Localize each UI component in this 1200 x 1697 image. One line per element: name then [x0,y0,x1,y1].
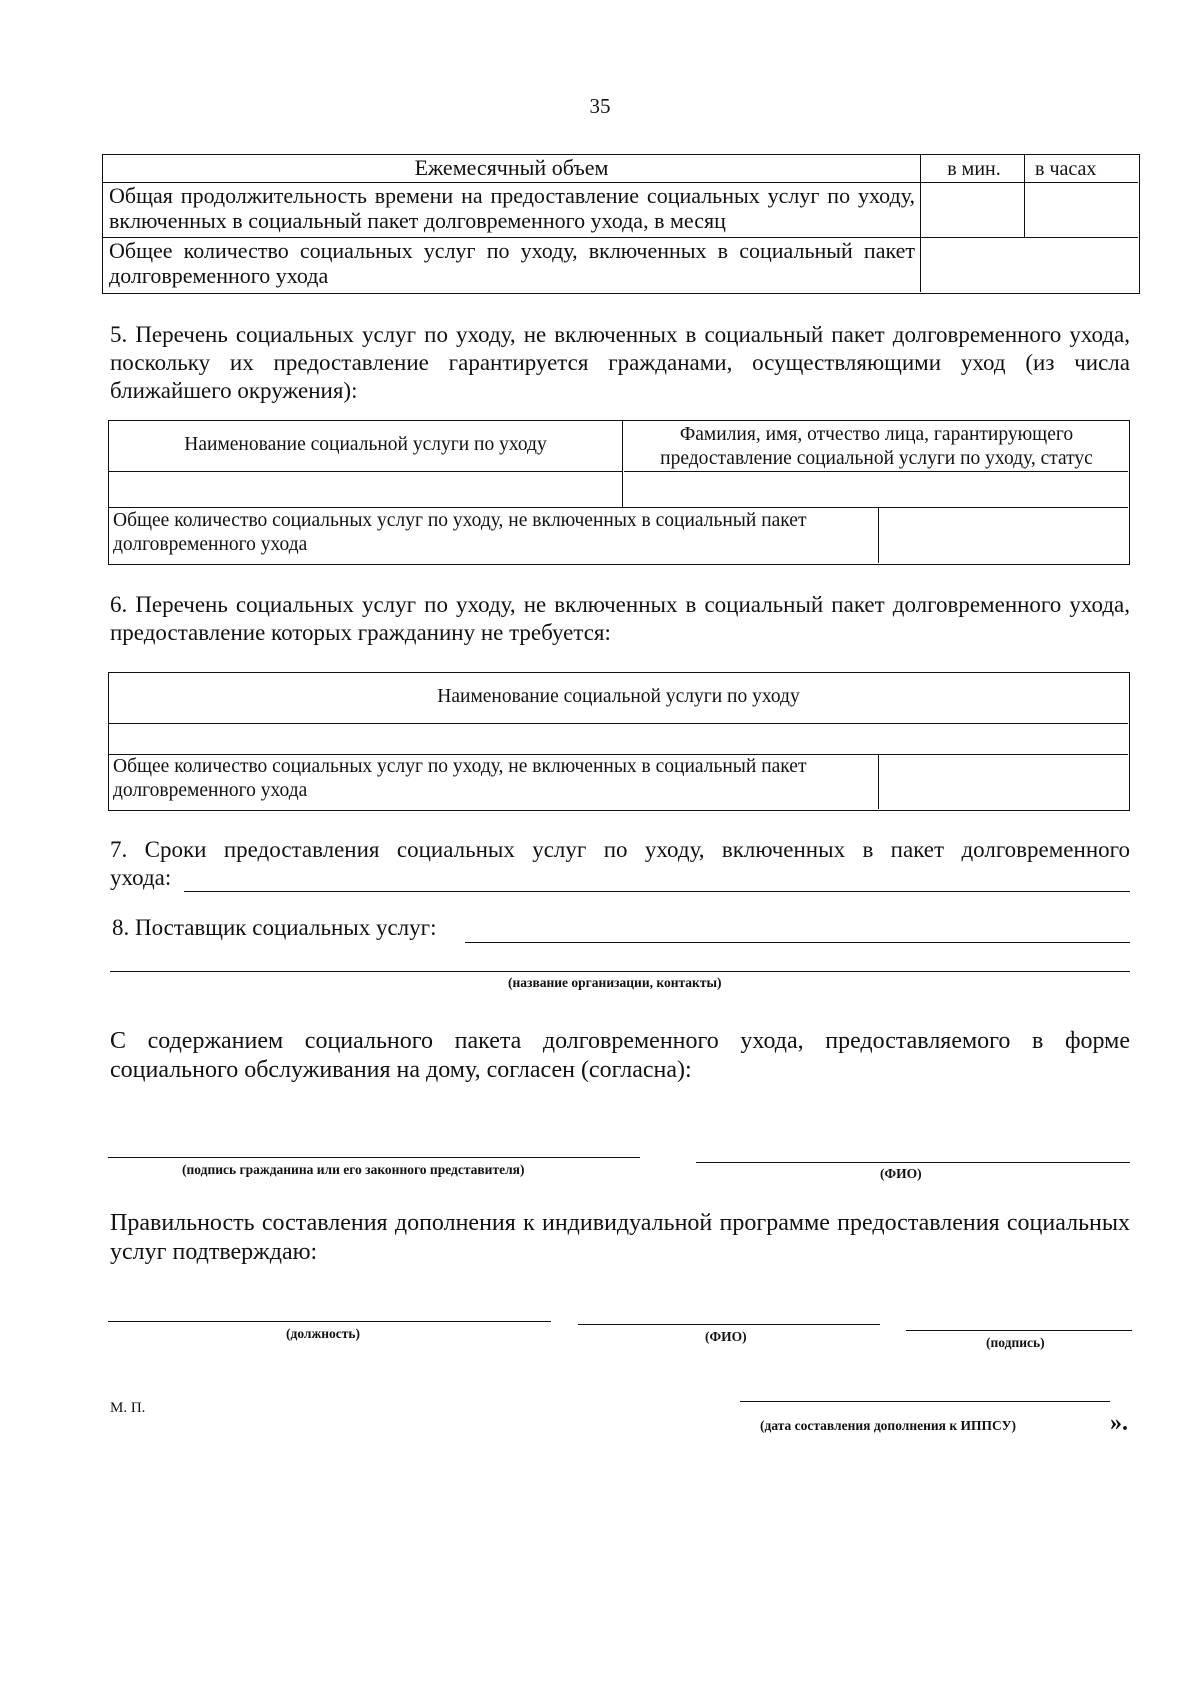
section-5-service-name-cell[interactable] [109,473,621,506]
guarantor-column-header: Фамилия, имя, отчество лица, гарантирующего предоставление социальной услуги по уходу, статус [660,424,1093,469]
total-count-value-cell[interactable] [925,239,1137,291]
section-8-fill-line[interactable] [465,942,1130,943]
section-6-service-name-header: Наименование социальной услуги по уходу [437,686,800,707]
official-fio-line[interactable] [578,1324,880,1325]
citizen-signature-caption: (подпись гражданина или его законного представителя) [182,1162,525,1177]
citizen-fio-line[interactable] [696,1162,1130,1163]
section-5-total-value-cell[interactable] [881,509,1127,561]
section-5-text: 5. Перечень социальных услуг по уходу, не включенных в социальный пакет долговременного ухода, поскольку их предоставление гарантируется гражданами, осуществляющими уход (из числа ближайшего окружения): [110,322,1130,403]
monthly-volume-table [102,154,1140,294]
section-8-label: 8. Поставщик социальных услуг: [112,915,437,940]
hours-column-header: в часах [1035,158,1097,180]
section-6-table [108,672,1130,811]
stamp-placeholder: М. П. [110,1400,146,1416]
minutes-column-header: в мин. [947,158,1001,180]
total-duration-hours-cell[interactable] [1029,184,1137,236]
section-7-text: 7. Сроки предоставления социальных услуг по уходу, включенных в пакет долговременного [110,837,1130,862]
section-8-caption: (название организации, контакты) [508,975,722,990]
total-duration-minutes-cell[interactable] [925,184,1021,236]
section-8-fill-line-2[interactable] [110,971,1130,972]
section-6-text: 6. Перечень социальных услуг по уходу, не включенных в социальный пакет долговременного ухода, предоставление которых гражданину не требуется: [110,592,1130,645]
citizen-fio-caption: (ФИО) [880,1166,922,1181]
consent-text: С содержанием социального пакета долговременного ухода, предоставляемого в форме социального обслуживания на дому, согласен (согласна): [110,1028,1130,1083]
section-5-total-label: Общее количество социальных услуг по уходу, не включенных в социальный пакет долговременного ухода [113,510,807,555]
page-number: 35 [589,94,611,118]
total-duration-row-label: Общая продолжительность времени на предоставление социальных услуг по уходу, включенных в социальный пакет долговременного ухода, в месяц [109,183,915,233]
section-6-total-label: Общее количество социальных услуг по уходу, не включенных в социальный пакет долговременного ухода [113,756,807,801]
section-6-service-name-cell[interactable] [109,725,1127,753]
section-7-text-continued: ухода: [110,865,172,890]
monthly-volume-header: Ежемесячный объем [414,155,609,180]
confirmation-text: Правильность составления дополнения к индивидуальной программе предоставления социальных услуг подтверждаю: [110,1210,1130,1265]
date-line[interactable] [740,1401,1110,1402]
service-name-column-header: Наименование социальной услуги по уходу [184,434,547,455]
total-count-row-label: Общее количество социальных услуг по уходу, включенных в социальный пакет долговременного ухода [109,238,915,288]
position-caption: (должность) [286,1326,361,1341]
citizen-signature-line[interactable] [108,1157,640,1158]
official-signature-line[interactable] [906,1330,1132,1331]
section-6-total-value-cell[interactable] [881,756,1127,808]
section-7-fill-line[interactable] [184,891,1130,892]
date-caption: (дата составления дополнения к ИППСУ) [760,1418,1016,1433]
official-signature-caption: (подпись) [986,1335,1045,1350]
official-fio-caption: (ФИО) [705,1329,747,1344]
position-line[interactable] [108,1321,551,1322]
closing-quote: ». [1110,1410,1128,1436]
section-5-guarantor-cell[interactable] [625,473,1127,506]
section-5-table [108,420,1130,565]
